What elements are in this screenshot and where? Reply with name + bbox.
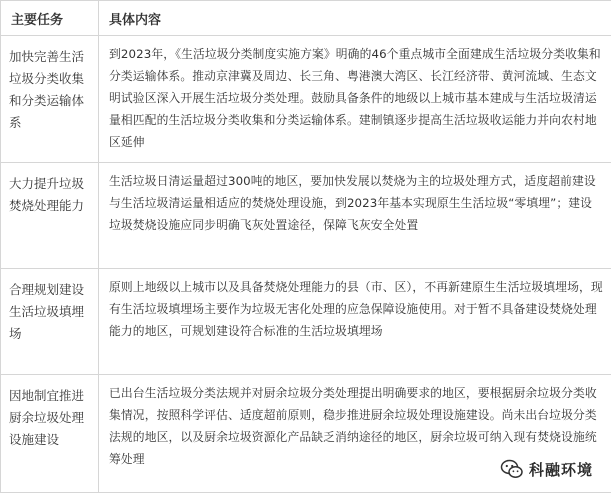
- task-cell: 加快完善生活垃圾分类收集和分类运输体系: [1, 36, 99, 163]
- table-header-row: [1, 1, 611, 36]
- watermark-text: 科融环境: [528, 460, 593, 479]
- wechat-icon: [500, 457, 524, 481]
- header-content: 具体内容: [99, 1, 611, 36]
- content-cell: 到2023年，《生活垃圾分类制度实施方案》明确的46个重点城市全面建成生活垃圾分类收集和分类运输体系。推动京津冀及周边、长三角、粤港澳大湾区、长江经济带、黄河流域、生态文明试验区深入开展生活垃圾分类处理。鼓励具备条件的地级以上城市基本建成与生活垃圾清运量相匹配的生活垃圾分类收集和分类运输体系。建制镇逐步提高生活垃圾收运能力并向农村地区延伸: [99, 36, 611, 163]
- content-cell: 生活垃圾日清运量超过300吨的地区，要加快发展以焚烧为主的垃圾处理方式，适度超前建设与生活垃圾清运量相适应的焚烧处理设施，到2023年基本实现原生生活垃圾“零填埋”；建设垃圾焚烧设施应同步明确飞灰处置途径，保障飞灰安全处置: [99, 163, 611, 269]
- header-task: 主要任务: [1, 1, 99, 36]
- task-cell: 因地制宜推进厨余垃圾处理设施建设: [1, 375, 99, 493]
- table-row: [1, 269, 611, 375]
- watermark: [498, 455, 597, 483]
- table-row: [1, 36, 611, 163]
- task-cell: 大力提升垃圾焚烧处理能力: [1, 163, 99, 269]
- content-cell: 已出台生活垃圾分类法规并对厨余垃圾分类处理提出明确要求的地区，要根据厨余垃圾分类收集情况，按照科学评估、适度超前原则，稳步推进厨余垃圾处理设施建设。尚未出台垃圾分类法规的地区，以及厨余垃圾资源化产品缺乏消纳途径的地区，厨余垃圾可纳入现有焚烧设施统筹处理: [99, 375, 611, 493]
- table-row: [1, 163, 611, 269]
- content-cell: 原则上地级以上城市以及具备焚烧处理能力的县（市、区），不再新建原生生活垃圾填埋场，现有生活垃圾填埋场主要作为垃圾无害化处理的应急保障设施使用。对于暂不具备建设焚烧处理能力的地区，可规划建设符合标准的生活垃圾填埋场: [99, 269, 611, 375]
- task-cell: 合理规划建设生活垃圾填埋场: [1, 269, 99, 375]
